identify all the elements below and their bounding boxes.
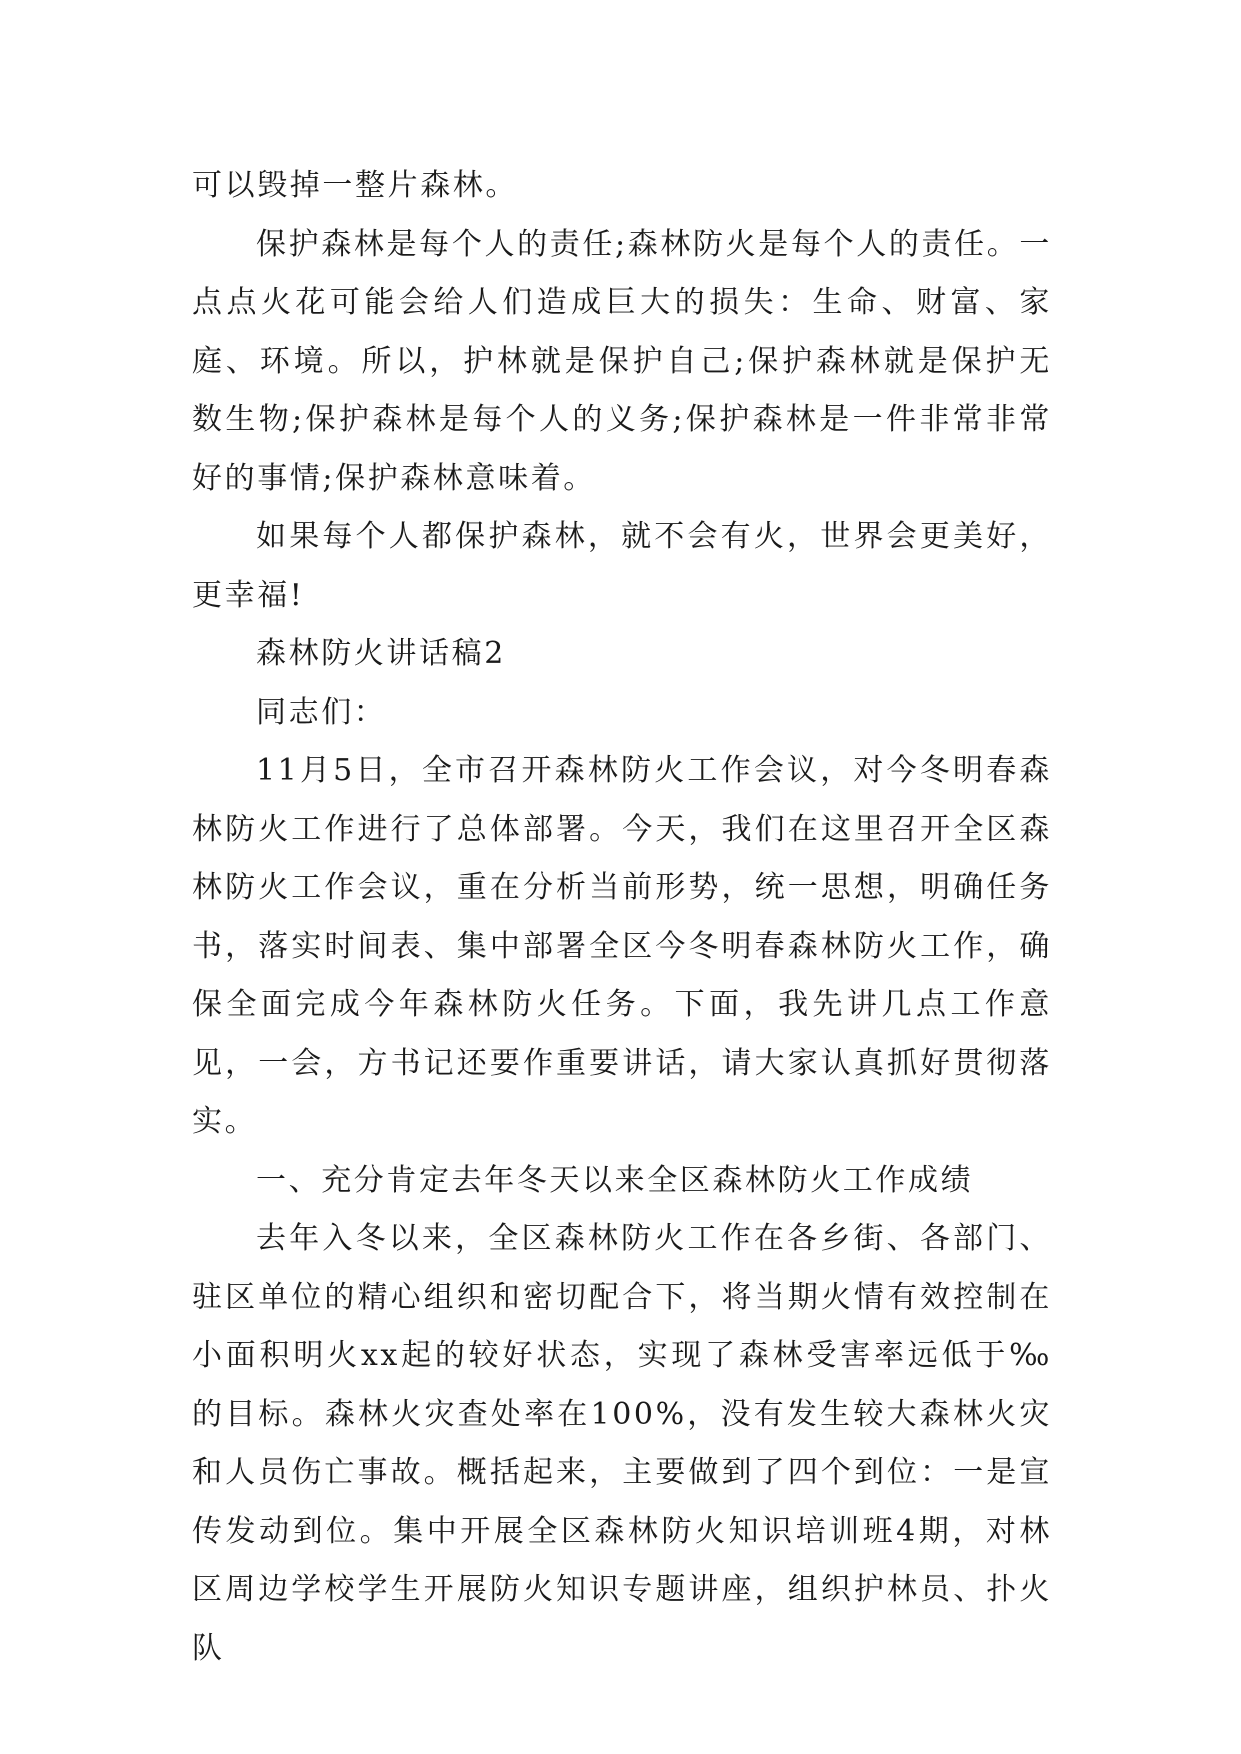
salutation: 同志们： [256, 694, 387, 730]
paragraph-5: 去年入冬以来，全区森林防火工作在各乡街、各部门、驻区单位的精心组织和密切配合下，将当期火情有效控制在小面积明火xx起的较好状态，实现了森林受害率远低于‰的目标。森林火灾查处率在100%，没有发生较大森林火灾和人员伤亡事故。概括起来，主要做到了四个到位：一是宣传发动到位。集中开展全区森林防火知识培训班4期，对林区周边学校学生开展防火知识专题讲座，组织护林员、扑火队 [192, 1221, 1052, 1666]
section-heading-1: 一、充分肯定去年冬天以来全区森林防火工作成绩 [256, 1162, 974, 1198]
paragraph-1: 可以毁掉一整片森林。 [192, 168, 518, 203]
paragraph-2: 保护森林是每个人的责任;森林防火是每个人的责任。一点点火花可能会给人们造成巨大的损失：生命、财富、家庭、环境。所以，护林就是保护自己;保护森林就是保护无数生物;保护森林是每个人的义务;保护森林是一件非常非常好的事情;保护森林意味着。 [192, 226, 1052, 496]
section-title: 森林防火讲话稿2 [256, 636, 506, 671]
document-body [192, 157, 1052, 1678]
paragraph-3: 如果每个人都保护森林，就不会有火，世界会更美好，更幸福! [192, 519, 1052, 613]
paragraph-4: 11月5日，全市召开森林防火工作会议，对今冬明春森林防火工作进行了总体部署。今天，我们在这里召开全区森林防火工作会议，重在分析当前形势，统一思想，明确任务书，落实时间表、集中部署全区今冬明春森林防火工作，确保全面完成今年森林防火任务。下面，我先讲几点工作意见，一会，方书记还要作重要讲话，请大家认真抓好贯彻落实。 [192, 753, 1052, 1139]
